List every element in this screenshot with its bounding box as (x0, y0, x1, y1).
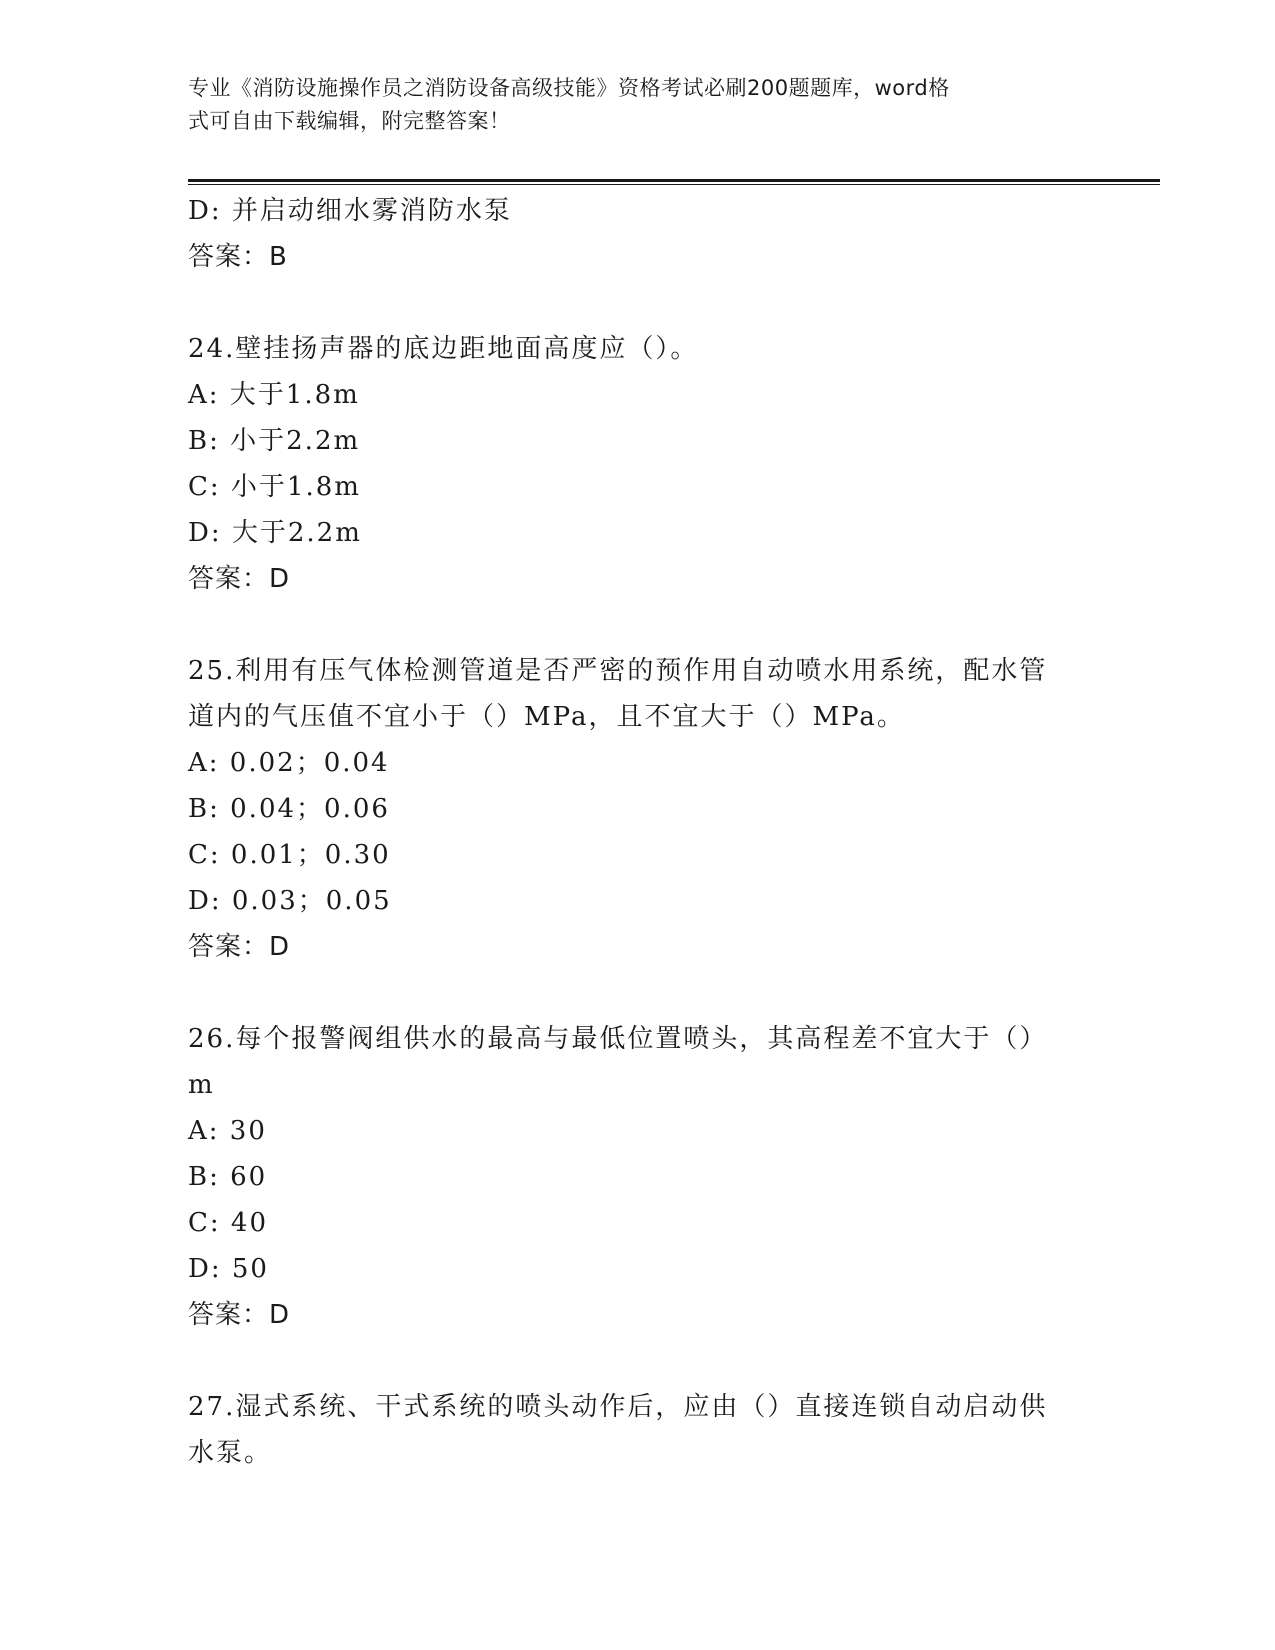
question-25 (188, 648, 1088, 970)
q25-option-a: A: 0.02；0.04 (188, 748, 390, 778)
q24-answer: 答案：D (188, 564, 291, 594)
q26-option-c: C: 40 (188, 1208, 269, 1238)
q26-option-d: D: 50 (188, 1254, 269, 1284)
q24-stem: 24.壁挂扬声器的底边距地面高度应（）。 (188, 334, 699, 364)
q23-option-d: D: 并启动细水雾消防水泵 (188, 196, 512, 226)
q26-stem-line-2: m (188, 1070, 215, 1100)
q24-option-a: A: 大于1.8m (188, 380, 360, 410)
q26-answer: 答案：D (188, 1300, 291, 1330)
q25-option-b: B: 0.04；0.06 (188, 794, 390, 824)
question-27 (188, 1384, 1088, 1476)
question-content (188, 188, 1088, 1476)
q26-option-a: A: 30 (188, 1116, 267, 1146)
header-line-2: 式可自由下载编辑，附完整答案！ (188, 109, 511, 133)
q25-option-d: D: 0.03；0.05 (188, 886, 392, 916)
q24-option-c: C: 小于1.8m (188, 472, 361, 502)
q23-answer: 答案：B (188, 242, 288, 272)
q25-option-c: C: 0.01；0.30 (188, 840, 391, 870)
header-divider-thin (188, 184, 1160, 185)
spacer (188, 970, 1088, 1016)
header-divider-thick (188, 179, 1160, 182)
q24-option-d: D: 大于2.2m (188, 518, 362, 548)
q25-stem-line-1: 25.利用有压气体检测管道是否严密的预作用自动喷水用系统，配水管 (188, 656, 1048, 686)
spacer (188, 280, 1088, 326)
spacer (188, 1338, 1088, 1384)
header-line-1: 专业《消防设施操作员之消防设备高级技能》资格考试必刷200题题库，word格 (188, 76, 950, 100)
q25-answer: 答案：D (188, 932, 291, 962)
question-26 (188, 1016, 1088, 1338)
q26-stem-line-1: 26.每个报警阀组供水的最高与最低位置喷头，其高程差不宜大于（） (188, 1024, 1048, 1054)
q27-stem-line-1: 27.湿式系统、干式系统的喷头动作后，应由（）直接连锁自动启动供 (188, 1392, 1048, 1422)
q25-stem-line-2: 道内的气压值不宜小于（）MPa，且不宜大于（）MPa。 (188, 702, 905, 732)
question-24 (188, 326, 1088, 602)
q27-stem-line-2: 水泵。 (188, 1438, 273, 1468)
document-header (188, 72, 1068, 138)
q24-option-b: B: 小于2.2m (188, 426, 361, 456)
spacer (188, 602, 1088, 648)
q26-option-b: B: 60 (188, 1162, 268, 1192)
